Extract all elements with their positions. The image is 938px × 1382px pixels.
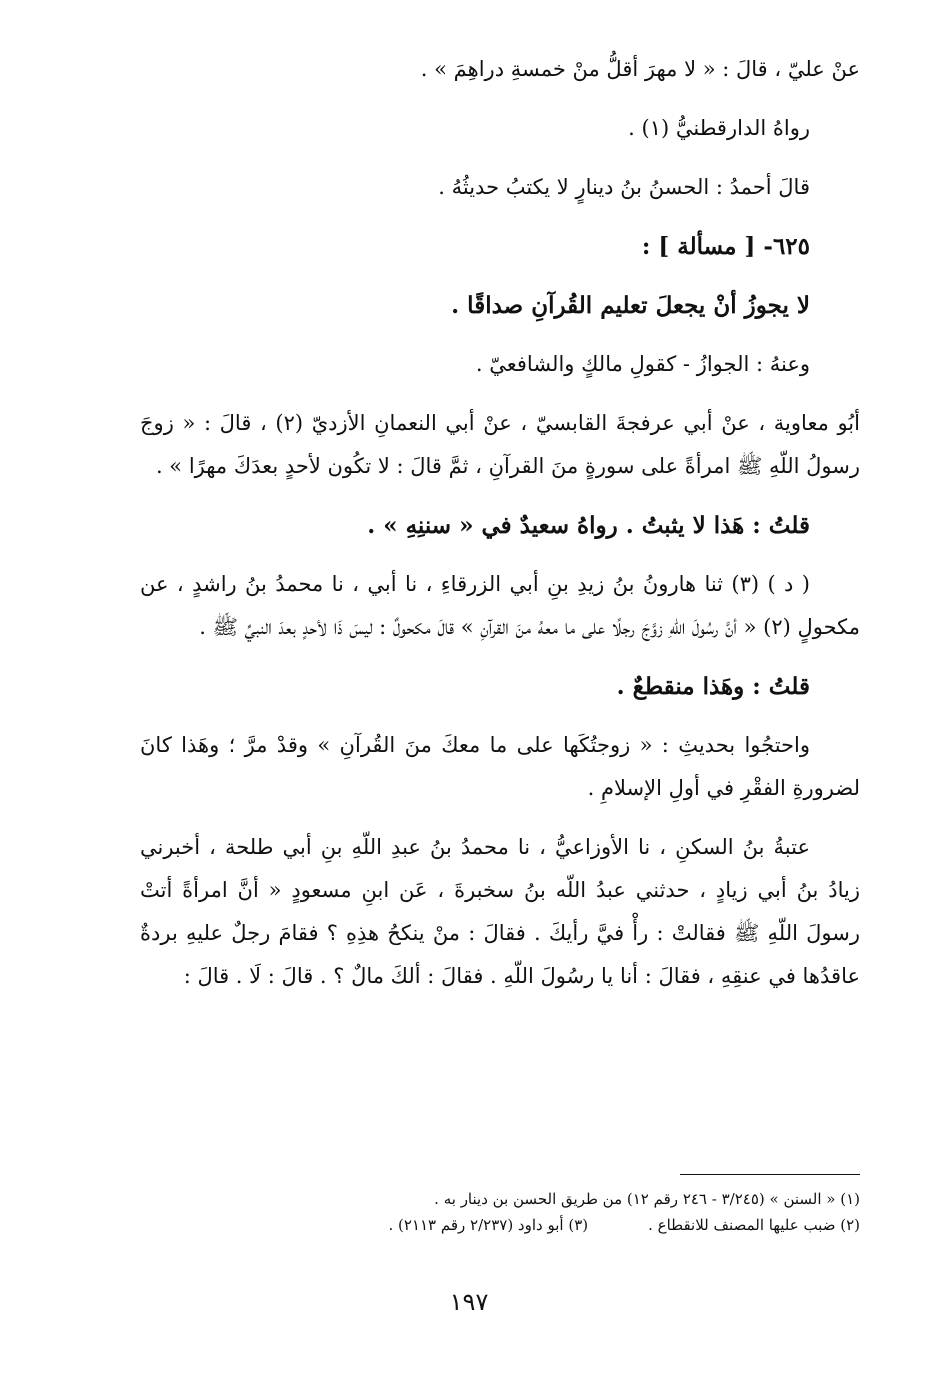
paragraph: قالَ أحمدُ : الحسنُ بنُ دينارٍ لا يكتبُ حديثُهُ . — [438, 175, 810, 199]
footnote-row-2 — [140, 1212, 860, 1238]
footnote-2: (٢) ضبب عليها المصنف للانقطاع . — [648, 1216, 860, 1234]
page-number: ١٩٧ — [449, 1288, 489, 1316]
paragraph: ( د ) (٣) ثنا هارونُ بنُ زيدِ بنِ أبي الزرقاءِ ، نا أبي ، نا محمدُ بنُ راشدٍ ، عن مكحولٍ (٢) « أنَّ رسُولَ اللّهِ زوَّجَ رجلًا على ما معهُ منَ القرآنِ » قالَ مكحولٌ : ليسَ ذَا لأحدٍ بعدَ النبيِّ ﷺ . — [140, 572, 860, 639]
paragraph: عتبةُ بنُ السكنِ ، نا الأوزاعيُّ ، نا محمدُ بنُ عبدِ اللّهِ بنِ أبي طلحة ، أخبرني زيادُ بنُ أبي زيادٍ ، حدثني عبدُ اللّه بنُ سخبرةَ ، عَن ابنِ مسعودٍ « أنَّ امرأةً أتتْ رسولَ اللّهِ ﷺ فقالتْ : رأْ فيَّ رأيكَ . فقالَ : منْ ينكحُ هذِهِ ؟ فقامَ رجلٌ عليهِ بردةٌ عاقدُها في عنقِهِ ، فقالَ : أنا يا رسُولَ اللّهِ . فقالَ : ألكَ مالٌ ؟ . قالَ : لَا . قالَ : — [140, 835, 860, 988]
bold-paragraph: قلتُ : هَذا لا يثبتُ . رواهُ سعيدٌ في « سننِهِ » . — [367, 512, 810, 539]
paragraph: واحتجُوا بحديثِ : « زوجتُكَها على ما معكَ منَ القُرآنِ » وقدْ مرَّ ؛ وهَذا كانَ لضرورةِ الفقْرِ في أولِ الإسلامِ . — [140, 733, 860, 800]
paragraph: رواهُ الدارقطنيُّ (١) . — [628, 116, 810, 140]
footnote-divider — [680, 1174, 860, 1175]
bold-paragraph: قلتُ : وهَذا منقطعٌ . — [616, 673, 810, 700]
main-text — [140, 48, 860, 1014]
bold-paragraph: ٦٢٥- [ مسألة ] : — [641, 233, 810, 260]
footnote-1: (١) « السنن » (٣/٢٤٥ - ٢٤٦ رقم ١٢) من طريق الحسن بن دينار به . — [434, 1190, 860, 1208]
footnotes — [140, 1186, 860, 1238]
paragraph: أبُو معاوية ، عنْ أبي عرفجةَ القابسيّ ، عنْ أبي النعمانِ الأزديّ (٢) ، قالَ : « زوجَ رسولُ اللّهِ ﷺ امرأةً على سورةٍ منَ القرآنِ ، ثمَّ قالَ : لا تكُون لأحدٍ بعدَكَ مهرًا » . — [140, 411, 860, 478]
paragraph: عنْ عليّ ، قالَ : « لا مهرَ أقلُّ منْ خمسةِ دراهِمَ » . — [420, 57, 860, 81]
footnote-3: (٣) أبو داود (٢/٢٣٧ رقم ٢١١٣) . — [388, 1216, 589, 1234]
paragraph: وعنهُ : الجوازُ - كقولِ مالكٍ والشافعيّ . — [475, 352, 810, 376]
bold-paragraph: لا يجوزُ أنْ يجعلَ تعليم القُرآنِ صداقًا . — [451, 292, 810, 319]
